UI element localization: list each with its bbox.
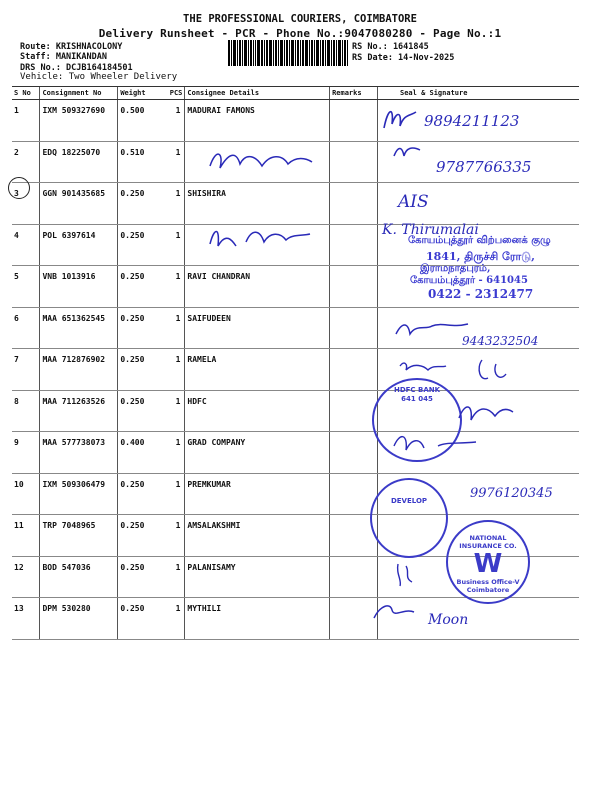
row-consignment-no: MAA 651362545 bbox=[40, 307, 118, 349]
row-consignee: RAVI CHANDRAN bbox=[185, 266, 330, 308]
stamp-line-3: இராமநாதபுரம், bbox=[420, 263, 491, 274]
col-pcs: PCS bbox=[168, 87, 185, 100]
row-consignment-no: IXM 509327690 bbox=[40, 100, 118, 142]
row-consignment-no: MAA 711263526 bbox=[40, 390, 118, 432]
signature-9 bbox=[390, 428, 480, 456]
row-consignee: MYTHILI bbox=[185, 598, 330, 640]
row-consignee: AMSALAKSHMI bbox=[185, 515, 330, 557]
signature-2 bbox=[206, 146, 316, 176]
stamp-line-2: 1841, திருச்சி ரோடு, bbox=[426, 250, 535, 263]
insurance-logo-icon: W bbox=[473, 549, 503, 579]
row-pcs: 1 bbox=[168, 141, 185, 183]
stamp-line-4: கோயம்புத்தூர் - 641045 bbox=[410, 275, 528, 286]
row-consignee: SHISHIRA bbox=[185, 183, 330, 225]
drs-label: DRS No.: DCJB164184501 bbox=[20, 63, 133, 73]
phone-1: 9894211123 bbox=[424, 112, 520, 130]
row-weight: 0.400 bbox=[118, 432, 168, 474]
row-remarks bbox=[330, 266, 378, 308]
insurance-stamp-sub: Business Office-V Coimbatore bbox=[456, 578, 520, 594]
develop-stamp bbox=[370, 478, 448, 558]
row-weight: 0.250 bbox=[118, 307, 168, 349]
row-consignment-no: DPM 530280 bbox=[40, 598, 118, 640]
row-weight: 0.250 bbox=[118, 266, 168, 308]
row-consignment-no: GGN 901435685 bbox=[40, 183, 118, 225]
hdfc-stamp-text: HDFC BANK bbox=[393, 386, 441, 394]
row-consignment-no: MAA 712876902 bbox=[40, 349, 118, 391]
route-label: Route: KRISHNACOLONY bbox=[20, 42, 123, 52]
row-sno: 2 bbox=[12, 141, 40, 183]
row-weight: 0.250 bbox=[118, 390, 168, 432]
col-seal: Seal & Signature bbox=[378, 87, 580, 100]
row-consignment-no: TRP 7048965 bbox=[40, 515, 118, 557]
row-sno: 6 bbox=[12, 307, 40, 349]
row-consignee: RAMELA bbox=[185, 349, 330, 391]
row-remarks bbox=[330, 556, 378, 598]
row-sno: 7 bbox=[12, 349, 40, 391]
row-pcs: 1 bbox=[168, 390, 185, 432]
row-pcs: 1 bbox=[168, 598, 185, 640]
row-remarks bbox=[330, 224, 378, 266]
row-pcs: 1 bbox=[168, 307, 185, 349]
row-sno: 11 bbox=[12, 515, 40, 557]
barcode bbox=[228, 40, 348, 66]
row-consignment-no: POL 6397614 bbox=[40, 224, 118, 266]
row-pcs: 1 bbox=[168, 349, 185, 391]
develop-stamp-text: DEVELOP bbox=[390, 497, 428, 505]
row-sno: 1 bbox=[12, 100, 40, 142]
row-sno: 12 bbox=[12, 556, 40, 598]
phone-6: 9443232504 bbox=[462, 334, 539, 348]
col-weight: Weight bbox=[118, 87, 168, 100]
row-weight: 0.500 bbox=[118, 100, 168, 142]
insurance-stamp-text: NATIONAL INSURANCE CO. bbox=[459, 534, 517, 550]
hdfc-stamp: HDFC BANK 641 045 bbox=[372, 378, 462, 462]
row-weight: 0.510 bbox=[118, 141, 168, 183]
row-consignee: PREMKUMAR bbox=[185, 473, 330, 515]
row-remarks bbox=[330, 349, 378, 391]
row-weight: 0.250 bbox=[118, 598, 168, 640]
row-consignee: PALANISAMY bbox=[185, 556, 330, 598]
stamp-phone: 0422 - 2312477 bbox=[428, 287, 534, 301]
signature-4 bbox=[206, 222, 316, 254]
row-remarks bbox=[330, 141, 378, 183]
rs-date: RS Date: 14-Nov-2025 bbox=[352, 53, 455, 63]
row-remarks bbox=[330, 432, 378, 474]
vehicle-label: Vehicle: Two Wheeler Delivery bbox=[20, 72, 178, 82]
phone-10: 9976120345 bbox=[470, 486, 553, 501]
staff-label: Staff: MANIKANDAN bbox=[20, 52, 107, 62]
row-consignee: GRAD COMPANY bbox=[185, 432, 330, 474]
row-weight: 0.250 bbox=[118, 515, 168, 557]
row-consignment-no: VNB 1013916 bbox=[40, 266, 118, 308]
row-pcs: 1 bbox=[168, 432, 185, 474]
row-pcs: 1 bbox=[168, 515, 185, 557]
signature-12 bbox=[392, 560, 422, 588]
col-consignment: Consignment No bbox=[40, 87, 118, 100]
rs-number: RS No.: 1641845 bbox=[352, 42, 429, 52]
col-remarks: Remarks bbox=[330, 87, 378, 100]
row-sno: 4 bbox=[12, 224, 40, 266]
row-consignment-no: EDQ 18225070 bbox=[40, 141, 118, 183]
row-sno: 10 bbox=[12, 473, 40, 515]
insurance-stamp bbox=[446, 520, 530, 604]
row-sno: 3 bbox=[12, 183, 40, 225]
signature-3: AIS bbox=[398, 192, 429, 212]
row-sno: 8 bbox=[12, 390, 40, 432]
row-pcs: 1 bbox=[168, 473, 185, 515]
row-consignment-no: IXM 509306479 bbox=[40, 473, 118, 515]
row-remarks bbox=[330, 307, 378, 349]
row-pcs: 1 bbox=[168, 100, 185, 142]
row-remarks bbox=[330, 100, 378, 142]
row-weight: 0.250 bbox=[118, 473, 168, 515]
row-consignee: SAIFUDEEN bbox=[185, 307, 330, 349]
row-remarks bbox=[330, 390, 378, 432]
signature-2b bbox=[392, 142, 422, 162]
name-5: K. Thirumalai bbox=[382, 222, 479, 238]
row-consignee: MADURAI FAMONS bbox=[185, 100, 330, 142]
table-row bbox=[12, 432, 579, 474]
signature-13-text: Moon bbox=[428, 612, 469, 628]
row-consignee: HDFC bbox=[185, 390, 330, 432]
row-pcs: 1 bbox=[168, 556, 185, 598]
row-sno: 13 bbox=[12, 598, 40, 640]
signature-13 bbox=[370, 598, 420, 628]
row-weight: 0.250 bbox=[118, 183, 168, 225]
col-consignee: Consignee Details bbox=[185, 87, 330, 100]
row-remarks bbox=[330, 183, 378, 225]
runsheet-subtitle: Delivery Runsheet - PCR - Phone No.:9047080280 - Page No.:1 bbox=[98, 27, 502, 40]
table-row bbox=[12, 183, 579, 225]
row-weight: 0.250 bbox=[118, 349, 168, 391]
row-pcs: 1 bbox=[168, 266, 185, 308]
row-weight: 0.250 bbox=[118, 224, 168, 266]
row-consignment-no: BOD 547036 bbox=[40, 556, 118, 598]
stamp-line-1: கோயம்புத்தூர் விற்பனைக் குழு bbox=[408, 235, 551, 246]
col-sno: S No bbox=[12, 87, 40, 100]
row-pcs: 1 bbox=[168, 183, 185, 225]
row-pcs: 1 bbox=[168, 224, 185, 266]
circle-mark bbox=[8, 177, 30, 199]
signature-6 bbox=[392, 318, 472, 340]
row-consignment-no: MAA 577738073 bbox=[40, 432, 118, 474]
row-sno: 5 bbox=[12, 266, 40, 308]
phone-2: 9787766335 bbox=[436, 158, 532, 176]
signature-1 bbox=[380, 104, 420, 134]
signature-8 bbox=[455, 398, 515, 428]
table-header-row bbox=[12, 87, 579, 100]
company-title: THE PROFESSIONAL COURIERS, COIMBATORE bbox=[183, 13, 417, 25]
table-row bbox=[12, 598, 579, 640]
row-sno: 9 bbox=[12, 432, 40, 474]
row-weight: 0.250 bbox=[118, 556, 168, 598]
